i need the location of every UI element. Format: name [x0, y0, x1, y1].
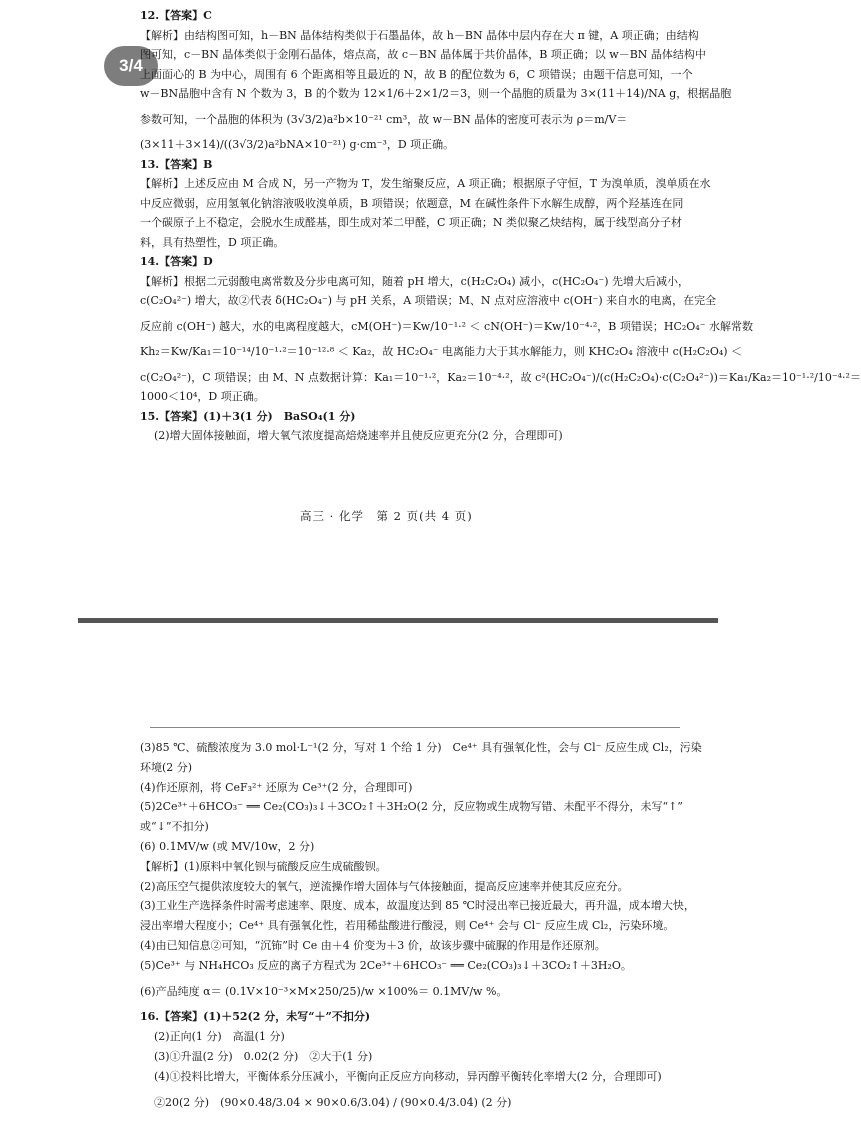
page-footer: 高三 · 化学 第 2 页(共 4 页) — [300, 509, 473, 523]
text-line: Kh₂＝Kw/Ka₁＝10⁻¹⁴/10⁻¹·²＝10⁻¹²·⁸ ＜ Ka₂，故 HC₂O₄⁻ 电离能力大于其水解能力，则 KHC₂O₄ 溶液中 c(H₂C₂O₄) ＜ — [140, 345, 743, 358]
text-line: (3×11＋3×14)/((3√3/2)a²bNA×10⁻²¹) g·cm⁻³，D 项正确。 — [140, 138, 455, 151]
text-line: 图可知，c－BN 晶体类似于金刚石晶体，熔点高，故 c－BN 晶体属于共价晶体，B 项正确；以 w－BN 晶体结构中 — [140, 48, 706, 61]
text-line: 一个碳原子上不稳定，会脱水生成醛基，即生成对苯二甲醛，C 项正确；N 类似聚乙炔结构，属于线型高分子材 — [140, 216, 683, 229]
text-line: 上面面心的 B 为中心，周围有 6 个距离相等且最近的 N，故 B 的配位数为 6，C 项错误；由题干信息可知，一个 — [140, 67, 693, 81]
text-line: (2)增大固体接触面，增大氧气浓度提高焙烧速率并且使反应更充分(2 分，合理即可) — [154, 429, 563, 442]
text-line: 【解析】由结构图可知，h－BN 晶体结构类似于石墨晶体，故 h－BN 晶体中层内存在大 π 键，A 项正确；由结构 — [140, 28, 699, 42]
text-line: (5)Ce³⁺ 与 NH₄HCO₃ 反应的离子方程式为 2Ce³⁺＋6HCO₃⁻ ══ Ce₂(CO₃)₃↓＋3CO₂↑＋3H₂O。 — [140, 958, 632, 972]
page-separator — [78, 618, 718, 623]
text-line: 中反应微弱，应用氢氧化钠溶液吸收溴单质，B 项错误；依题意，M 在碱性条件下水解生成醇，两个羟基连在同 — [140, 196, 684, 210]
text-line: (6) 0.1MV/w (或 MV/10w，2 分) — [140, 839, 315, 853]
text-line: (4)作还原剂，将 CeF₃²⁺ 还原为 Ce³⁺(2 分，合理即可) — [140, 780, 413, 794]
text-line: 或“↓”不扣分) — [140, 820, 209, 834]
q13-answer: 13.【答案】B — [140, 157, 213, 171]
text-line: 环境(2 分) — [140, 760, 193, 774]
text-line: 【解析】(1)原料中氧化钡与硫酸反应生成硫酸钡。 — [140, 859, 387, 873]
text-line: (3)85 ℃、硫酸浓度为 3.0 mol·L⁻¹(2 分，写对 1 个给 1 分) Ce⁴⁺ 具有强氧化性，会与 Cl⁻ 反应生成 Cl₂，污染 — [140, 741, 702, 754]
text-line: 【解析】根据二元弱酸电离常数及分步电离可知，随着 pH 增大，c(H₂C₂O₄) 减小，c(HC₂O₄⁻) 先增大后减小， — [140, 274, 690, 288]
text-line: (3)工业生产选择条件时需考虑速率、限度、成本，故温度达到 85 ℃时浸出率已接近最大，再升温，成本增大快， — [140, 899, 695, 913]
bottom-page-text — [140, 738, 702, 1112]
top-page-text — [140, 6, 861, 446]
text-line: w－BN晶胞中含有 N 个数为 3，B 的个数为 12×1/6＋2×1/2＝3，则一个晶胞的质量为 3×(11＋14)/NA g，根据晶胞 — [140, 87, 732, 100]
q12-answer: 12.【答案】C — [140, 9, 212, 22]
q14-answer: 14.【答案】D — [140, 255, 213, 268]
page-top-edge — [150, 727, 680, 728]
q15-answer: 15.【答案】(1)＋3(1 分) BaSO₄(1 分) — [140, 409, 356, 423]
text-line: (5)2Ce³⁺＋6HCO₃⁻ ══ Ce₂(CO₃)₃↓＋3CO₂↑＋3H₂O(2 分，反应物或生成物写错、未配平不得分，未写“↑” — [140, 800, 683, 814]
text-line: (3)①升温(2 分) 0.02(2 分) ②大于(1 分) — [154, 1049, 373, 1063]
text-line: ②20(2 分) (90×0.48/3.04 × 90×0.6/3.04) / (90×0.4/3.04) (2 分) — [154, 1095, 512, 1109]
text-line: c(C₂O₄²⁻) 增大，故②代表 δ(HC₂O₄⁻) 与 pH 关系，A 项错误；M、N 点对应溶液中 c(OH⁻) 来自水的电离，在完全 — [140, 294, 717, 307]
text-line: 1000＜10⁴，D 项正确。 — [140, 390, 265, 403]
text-line: (4)由已知信息②可知，“沉钸”时 Ce 由＋4 价变为＋3 价，故该步骤中硫脲的作用是作还原剂。 — [140, 938, 606, 952]
page-indicator-badge: 3/4 — [104, 46, 158, 86]
text-line: 反应前 c(OH⁻) 越大，水的电离程度越大，cM(OH⁻)＝Kw/10⁻¹·² ＜ cN(OH⁻)＝Kw/10⁻⁴·²，B 项错误；HC₂O₄⁻ 水解常数 — [140, 319, 754, 333]
text-line: (2)高压空气提供浓度较大的氧气，逆流操作增大固体与气体接触面，提高反应速率并使其反应充分。 — [140, 879, 629, 893]
text-line: 浸出率增大程度小；Ce⁴⁺ 具有强氧化性，若用稀盐酸进行酸浸，则 Ce⁴⁺ 会与 Cl⁻ 反应生成 Cl₂，污染环境。 — [140, 919, 675, 933]
text-line: 料，具有热塑性，D 项正确。 — [140, 235, 285, 249]
q16-answer: 16.【答案】(1)＋52(2 分，未写“＋”不扣分) — [140, 1010, 371, 1024]
text-line: 参数可知，一个晶胞的体积为 (3√3/2)a²b×10⁻²¹ cm³，故 w－BN 晶体的密度可表示为 ρ＝m/V＝ — [140, 112, 628, 126]
text-line: (4)①投料比增大，平衡体系分压减小，平衡向正反应方向移动，异丙醇平衡转化率增大(2 分，合理即可) — [154, 1069, 662, 1083]
text-line: (6)产品纯度 α＝ (0.1V×10⁻³×M×250/25)/w ×100%＝ 0.1MV/w %。 — [140, 984, 508, 998]
text-line: 【解析】上述反应由 M 合成 N，另一产物为 T，发生缩聚反应，A 项正确；根据原子守恒，T 为溴单质，溴单质在水 — [140, 177, 711, 190]
text-line: c(C₂O₄²⁻)，C 项错误；由 M、N 点数据计算：Ka₁＝10⁻¹·²，Ka₂＝10⁻⁴·²，故 c²(HC₂O₄⁻)/(c(H₂C₂O₄)·c(C₂O₄²⁻))＝Ka₁/Ka₂＝10⁻¹·²/10⁻⁴·²＝ — [140, 370, 861, 384]
text-line: (2)正向(1 分) 高温(1 分) — [154, 1030, 285, 1044]
